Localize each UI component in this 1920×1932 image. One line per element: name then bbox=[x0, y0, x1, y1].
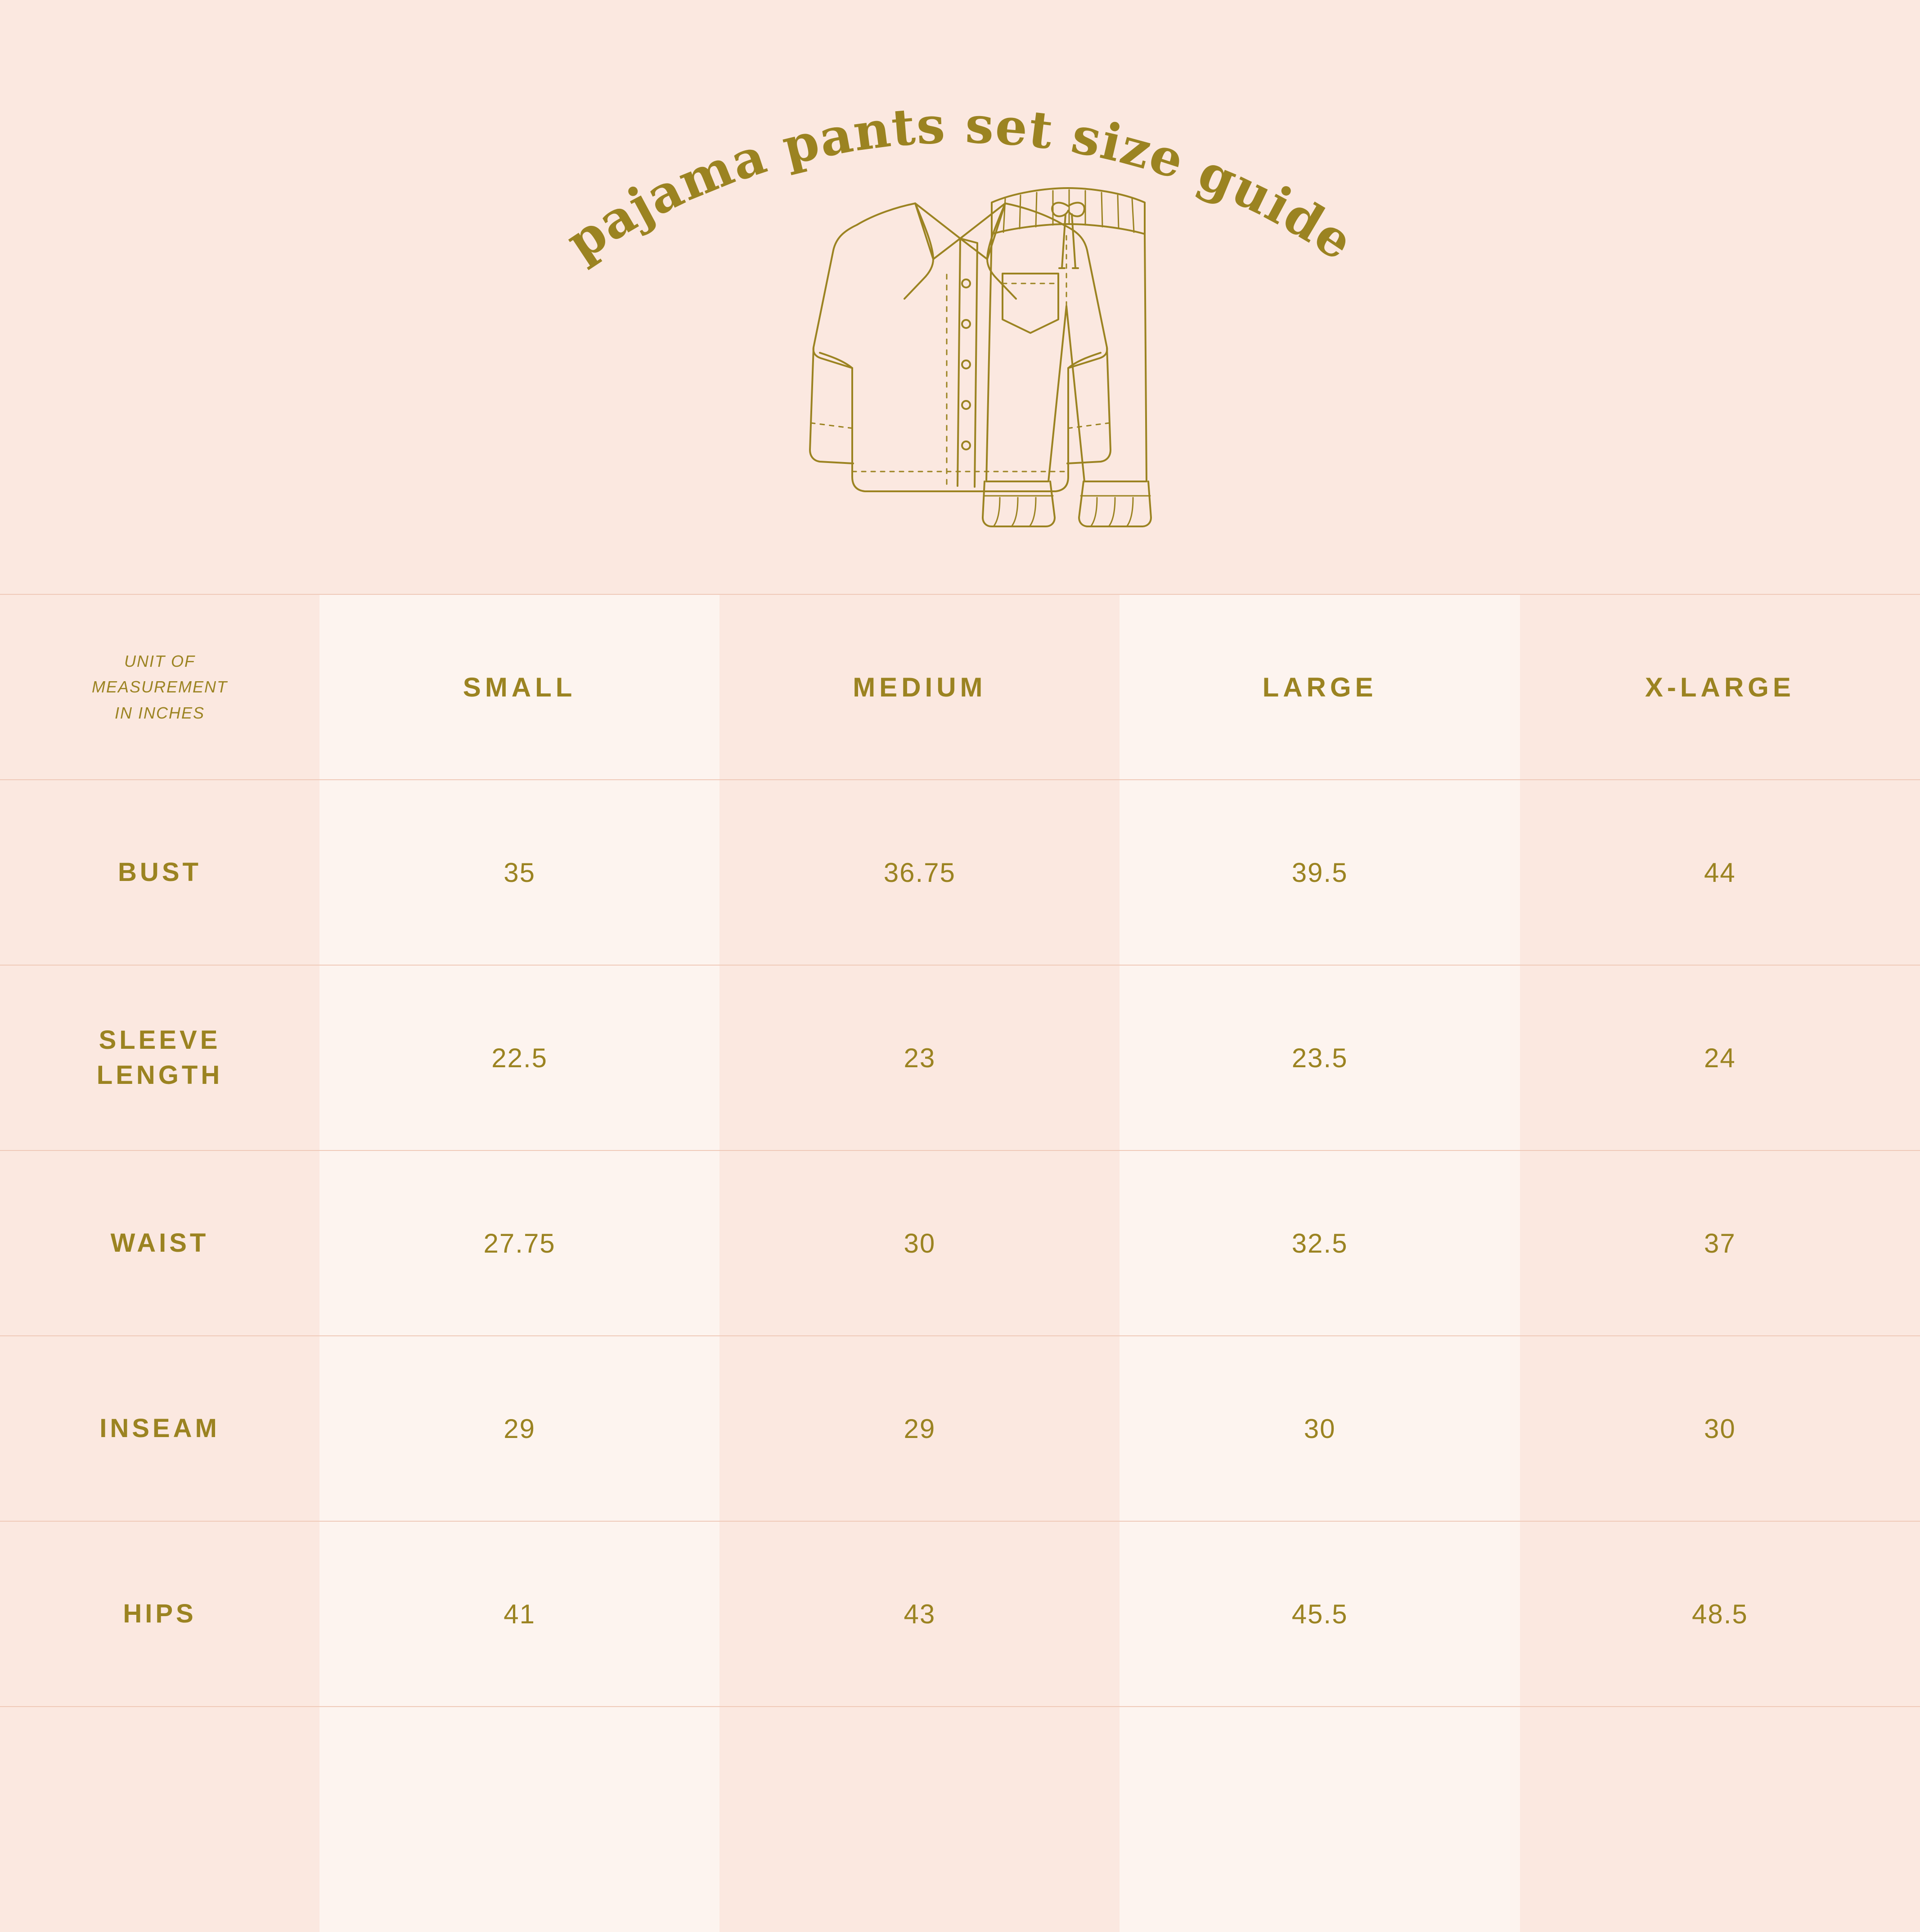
unit-line-2: MEASUREMENT bbox=[91, 678, 228, 696]
pajama-set-illustration bbox=[722, 171, 1199, 558]
size-chart bbox=[0, 594, 1920, 1920]
cell-bust-small: 35 bbox=[319, 780, 719, 965]
cell-bust-xlarge: 44 bbox=[1520, 780, 1920, 965]
cell-sleeve-xlarge: 24 bbox=[1520, 965, 1920, 1150]
row-label-hips: HIPS bbox=[0, 1521, 319, 1707]
cell-bust-medium: 36.75 bbox=[719, 780, 1120, 965]
unit-of-measurement-label bbox=[0, 594, 319, 780]
footer-cell-label bbox=[0, 1707, 319, 1932]
pajama-shirt-illustration bbox=[810, 203, 1111, 491]
cell-waist-xlarge: 37 bbox=[1520, 1150, 1920, 1336]
cell-hips-xlarge: 48.5 bbox=[1520, 1521, 1920, 1707]
cell-hips-medium: 43 bbox=[719, 1521, 1120, 1707]
footer-cell-medium bbox=[719, 1707, 1120, 1932]
footer-cell-xlarge bbox=[1520, 1707, 1920, 1932]
cell-bust-large: 39.5 bbox=[1120, 780, 1520, 965]
column-header-small: SMALL bbox=[319, 594, 719, 780]
page-title-text: pajama pants set size guide bbox=[556, 95, 1364, 273]
header bbox=[0, 0, 1920, 594]
unit-line-3: IN INCHES bbox=[114, 703, 205, 722]
footer-cell-large bbox=[1120, 1707, 1520, 1932]
pajama-pants-illustration bbox=[983, 188, 1151, 526]
row-label-line-1: SLEEVE bbox=[99, 1025, 221, 1055]
cell-waist-large: 32.5 bbox=[1120, 1150, 1520, 1336]
table-row bbox=[0, 1336, 1920, 1521]
row-label-sleeve-length bbox=[0, 965, 319, 1150]
cell-sleeve-medium: 23 bbox=[719, 965, 1120, 1150]
footer-cell-small bbox=[319, 1707, 719, 1932]
row-label-inseam: INSEAM bbox=[0, 1336, 319, 1521]
table-footer-band bbox=[0, 1707, 1920, 1932]
cell-sleeve-small: 22.5 bbox=[319, 965, 719, 1150]
cell-waist-small: 27.75 bbox=[319, 1150, 719, 1336]
cell-inseam-small: 29 bbox=[319, 1336, 719, 1521]
unit-line-1: UNIT OF bbox=[124, 651, 195, 670]
size-table bbox=[0, 594, 1920, 1932]
column-header-medium: MEDIUM bbox=[719, 594, 1120, 780]
row-label-waist: WAIST bbox=[0, 1150, 319, 1336]
cell-hips-large: 45.5 bbox=[1120, 1521, 1520, 1707]
table-row bbox=[0, 965, 1920, 1150]
cell-inseam-large: 30 bbox=[1120, 1336, 1520, 1521]
cell-waist-medium: 30 bbox=[719, 1150, 1120, 1336]
column-header-large: LARGE bbox=[1120, 594, 1520, 780]
cell-inseam-xlarge: 30 bbox=[1520, 1336, 1920, 1521]
cell-inseam-medium: 29 bbox=[719, 1336, 1120, 1521]
table-row bbox=[0, 1150, 1920, 1336]
cell-sleeve-large: 23.5 bbox=[1120, 965, 1520, 1150]
table-header-row bbox=[0, 594, 1920, 780]
row-label-bust: BUST bbox=[0, 780, 319, 965]
table-row bbox=[0, 1521, 1920, 1707]
cell-hips-small: 41 bbox=[319, 1521, 719, 1707]
row-label-line-2: LENGTH bbox=[96, 1060, 223, 1090]
table-row bbox=[0, 780, 1920, 965]
column-header-xlarge: X-LARGE bbox=[1520, 594, 1920, 780]
